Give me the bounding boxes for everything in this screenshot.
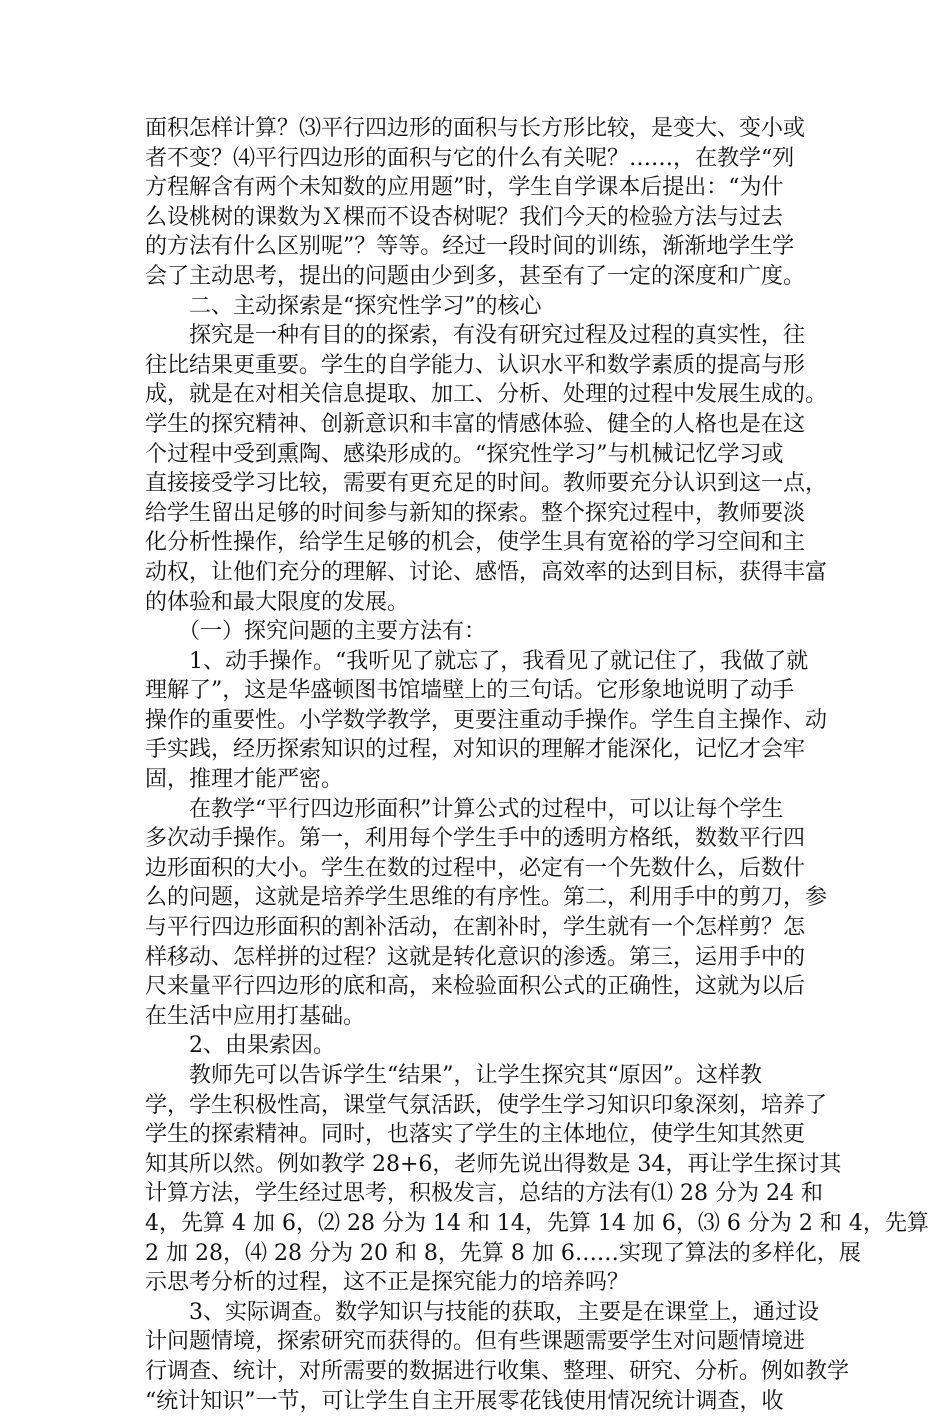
section-heading: 二、主动探索是“探究性学习”的核心 (145, 293, 542, 319)
text-line: 学生的探究精神、创新意识和丰富的情感体验、健全的人格也是在这 (145, 411, 806, 437)
text-line: 手实践，经历探索知识的过程，对知识的理解才能深化，记忆才会牢 (145, 737, 806, 763)
text-line: 学生的探索精神。同时，也落实了学生的主体地位，使学生知其然更 (145, 1122, 806, 1148)
text-line: 在教学“平行四边形面积”计算公式的过程中，可以让每个学生 (145, 796, 784, 822)
text-line: 动权，让他们充分的理解、讨论、感悟，高效率的达到目标，获得丰富 (145, 559, 828, 585)
text-line: 计算方法，学生经过思考，积极发言，总结的方法有⑴ 28 分为 24 和 (145, 1181, 823, 1207)
text-line: 边形面积的大小。学生在数的过程中，必定有一个先数什么，后数什 (145, 855, 806, 881)
text-line: 多次动手操作。第一，利用每个学生手中的透明方格纸，数数平行四 (145, 826, 806, 852)
text-line: 知其所以然。例如教学 28+6，老师先说出得数是 34，再让学生探讨其 (145, 1151, 842, 1177)
text-line: 3、实际调查。数学知识与技能的获取，主要是在课堂上，通过设 (145, 1299, 819, 1325)
text-line: 探究是一种有目的的探索，有没有研究过程及过程的真实性，往 (145, 323, 806, 349)
text-line: 么设桃树的课数为Ｘ棵而不设杏树呢？我们今天的检验方法与过去 (145, 204, 784, 230)
text-line: 给学生留出足够的时间参与新知的探索。整个探究过程中，教师要淡 (145, 500, 806, 526)
text-line: 学，学生积极性高，课堂气氛活跃，使学生学习知识印象深刻，培养了 (145, 1092, 828, 1118)
text-line: 方程解含有两个未知数的应用题”时，学生自学课本后提出：“为什 (145, 175, 784, 201)
text-line: 1、动手操作。“我听见了就忘了，我看见了就记住了，我做了就 (145, 648, 809, 674)
text-line: 么的问题，这就是培养学生思维的有序性。第二，利用手中的剪刀，参 (145, 885, 828, 911)
text-line: 的体验和最大限度的发展。 (145, 589, 410, 615)
subsection-heading: （一）探究问题的主要方法有： (145, 619, 487, 645)
text-line: 计问题情境，探索研究而获得的。但有些课题需要学生对问题情境进 (145, 1329, 806, 1355)
text-line: 者不变？⑷平行四边形的面积与它的什么有关呢？……，在教学“列 (145, 145, 795, 171)
text-line: 2 加 28，⑷ 28 分为 20 和 8，先算 8 加 6……实现了算法的多样化，展 (145, 1240, 861, 1266)
text-line: 示思考分析的过程，这不正是探究能力的培养吗？ (145, 1270, 630, 1296)
text-line: 成，就是在对相关信息提取、加工、分析、处理的过程中发展生成的。 (145, 382, 828, 408)
subsection-heading: 2、由果索因。 (145, 1033, 335, 1059)
text-line: 尺来量平行四边形的底和高，来检验面积公式的正确性，这就为以后 (145, 974, 806, 1000)
text-line: 理解了”，这是华盛顿图书馆墙壁上的三句话。它形象地说明了动手 (145, 678, 795, 704)
text-line: 操作的重要性。小学数学教学，更要注重动手操作。学生自主操作、动 (145, 707, 828, 733)
text-line: 直接接受学习比较，需要有更充足的时间。教师要充分认识到这一点， (145, 471, 828, 497)
text-line: 个过程中受到熏陶、感染形成的。“探究性学习”与机械记忆学习或 (145, 441, 784, 467)
text-line: 样移动、怎样拼的过程？这就是转化意识的渗透。第三，运用手中的 (145, 944, 806, 970)
text-line: 在生活中应用打基础。 (145, 1003, 366, 1029)
text-line: 行调查、统计，对所需要的数据进行收集、整理、研究、分析。例如教学 (145, 1358, 850, 1384)
text-line: 往比结果更重要。学生的自学能力、认识水平和数学素质的提高与形 (145, 352, 806, 378)
text-line: 4，先算 4 加 6，⑵ 28 分为 14 和 14，先算 14 加 6，⑶ 6 分为 2 和 4，先算 (145, 1210, 929, 1236)
text-line: 的方法有什么区别呢”？等等。经过一段时间的训练，渐渐地学生学 (145, 234, 795, 260)
text-line: 与平行四边形面积的割补活动，在割补时，学生就有一个怎样剪？怎 (145, 915, 806, 941)
text-line: 化分析性操作，给学生足够的机会，使学生具有宽裕的学习空间和主 (145, 530, 806, 556)
text-line: 固，推理才能严密。 (145, 767, 344, 793)
document-body (145, 114, 929, 1416)
text-line: 会了主动思考，提出的问题由少到多，甚至有了一定的深度和广度。 (145, 263, 806, 289)
text-line: 面积怎样计算？⑶平行四边形的面积与长方形比较，是变大、变小或 (145, 116, 806, 141)
text-line: “统计知识”一节，可让学生自主开展零花钱使用情况统计调查，收 (145, 1388, 784, 1414)
text-line: 教师先可以告诉学生“结果”，让学生探究其“原因”。这样教 (145, 1063, 762, 1088)
